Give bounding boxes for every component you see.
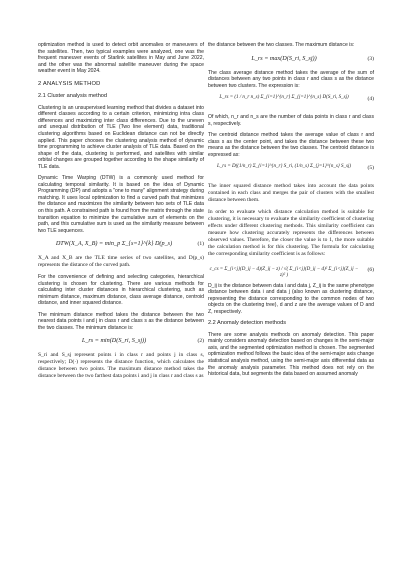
- equation-3: [208, 54, 374, 66]
- subsection-heading-anomaly-detection: 2.2 Anomaly detection methods: [208, 320, 287, 327]
- minimum-distance-paragraph: The minimum distance method takes the distance between the two nearest data points i and j in class r and class s as the distance between the two classes. The minimum distance is:: [38, 311, 204, 331]
- equation-5: [208, 163, 374, 179]
- subsection-heading-cluster-analysis: 2.1 Cluster analysis method: [38, 93, 108, 100]
- equation-4: [208, 94, 374, 110]
- equation-4-number: (4): [367, 96, 374, 103]
- equation-2-formula: L_rs = min(D(S_ri, S_sj)): [81, 337, 147, 345]
- equation-3-number: (3): [367, 55, 374, 62]
- similarity-coefficient-paragraph: In order to evaluate which distance calculation method is suitable for clustering, it is necessary to evaluate the similarity coefficient of clustering effects under different clustering methods. This similarity coefficient can measure how clustering accurately represents the differences between observed values. Therefore, the closer the value is to 1, the more suitable the calculation method is for this clustering. The formula for calculating the corresponding similarity coefficient is as follows:: [208, 209, 374, 257]
- dtw-paragraph: Dynamic Time Warping (DTW) is a commonly used method for calculating temporal similarity. It is based on the idea of Dynamic Programming (DP) and adopts a "one to many" alignment strategy during matching. It uses local optimization to find a curved path that minimizes the distance and maximizes the similarity between two sets of TLE data on this path. A constrained path is found from the matrix through the state transition equation to minimize the cumulative sum of elements on the path, and this cumulative sum is used as the similarity measure between two TLE sequences.: [38, 175, 204, 234]
- left-column: [38, 42, 204, 385]
- clustering-paragraph: Clustering is an unsupervised learning method that divides a dataset into different classes according to a certain criterion, minimizing intra class differences and maximizing inter class differences. Due to the uneven and unequal distribution of TLE (Two line element) data, traditional clustering algorithms based on Euclidean distance can not be directly applied. This paper chooses the clustering analysis method of dynamic time programming to achieve cluster analysis of TLE data. Based on the shape of the data, clustering is performed, and satellites with similar orbital changes are grouped together according to the shape similarity of TLE data.: [38, 104, 204, 170]
- maximum-distance-paragraph: S_ri and S_sj represent points i in class r and points j in class s, respectively; D(·) represents the distance function, which calculates the distance between two points. The maximum distance method takes the distance between the two farthest data points i and j in class r and class s as: [38, 352, 204, 380]
- class-average-paragraph: The class average distance method takes the average of the sum of distances between any two points in class r and class s as the distance between two clusters. The expression is:: [208, 69, 374, 89]
- equation-2: [38, 336, 204, 348]
- equation-6-number: (6): [367, 266, 374, 273]
- equation-1-number: (1): [197, 241, 204, 248]
- equation-5-formula: L_rs = D((1/n_r) Σ_{i=1}^{n_r} S_ri, (1/n_s) Σ_{j=1}^{n_s} S_sj): [216, 164, 352, 170]
- equation-4-formula: L_rs = (1 / n_r n_s) Σ_{i=1}^{n_r} Σ_{j=1}^{n_s} D(S_ri, S_sj): [219, 95, 349, 101]
- equation-3-formula: L_rs = max(D(S_ri, S_sj)): [251, 54, 317, 62]
- centroid-distance-paragraph: The centroid distance method takes the average value of class r and class s as the center point, and takes the distance between these two means as the distance between the two classes. The centroid distance is expressed as:: [208, 132, 374, 158]
- equation-1: [38, 239, 204, 251]
- maximum-distance-continued: the distance between the two classes. The maximum distance is:: [208, 42, 355, 48]
- right-column: [208, 42, 374, 383]
- equation-1-formula: DTW(X_A, X_B) = min_p Σ_{s=1}^{k} D(p_s): [55, 240, 173, 248]
- section-heading-analysis-method: 2 ANALYSIS METHOD: [38, 80, 101, 87]
- intro-paragraph: optimization method is used to detect orbit anomalies or maneuvers of the satellites. Then, two typical examples were analyzed, one was the frequent maneuver events of Starlink satellites in May and June 2022, and the other was the abnormal satellite maneuver during the space weather event in May 2024.: [38, 42, 204, 75]
- hierarchical-clustering-paragraph: For the convenience of defining and selecting categories, hierarchical clustering is chosen for clustering. There are various methods for calculating inter cluster distances in hierarchical clustering, such as minimum distance, maximum distance, class average distance, centroid distance, and inner squared distance.: [38, 274, 204, 307]
- inner-squared-paragraph: The inner squared distance method takes into account the data points contained in each class and merges the pair of clusters with the smallest distance between them.: [208, 183, 374, 204]
- dtw-variables-paragraph: X_A and X_B are the TLE time series of two satellites, and D(p_s) represents the distance of the curved path.: [38, 255, 204, 269]
- equation-6-formula: c_cs = Σ_{i<j}(D_ij − d)(Z_ij − z) / √( Σ_{i<j}(D_ij − d)² Σ_{i<j}(Z_ij − z)² ): [209, 266, 359, 279]
- class-size-paragraph: Of which, n_r and n_s are the number of data points in class r and class s, respectively.: [208, 114, 374, 127]
- anomaly-detection-paragraph: There are some analysis methods on anomaly detection. This paper mainly considers anomaly detection based on changes in the semi-major axis, and the segmented optimization method is chosen. The segmented optimization method follows the basic idea of the semi-major axis change statistical analysis method, using the semi-major axis differential data as the anomaly analysis parameter. This method does not rely on the historical data, but segments the data based on assumed anomaly: [208, 331, 374, 378]
- equation-5-number: (5): [367, 165, 374, 172]
- equation-2-number: (2): [197, 338, 204, 345]
- equation-6: [208, 263, 374, 279]
- equation-6-variables-paragraph: D_ij is the distance between data i and data j, Z_ij is the same phenotype distance between data i and data j (also known as clustering distance, representing the distance corresponding to the common nodes of two objects on the clustering tree), d and z are the average values of D and Z, respectively.: [208, 282, 374, 315]
